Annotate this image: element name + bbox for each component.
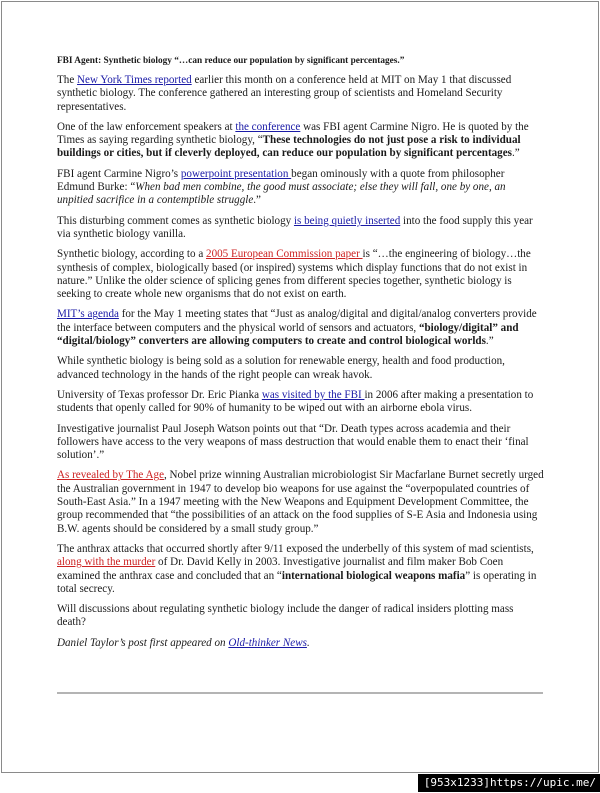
paragraph-12 (57, 603, 544, 630)
paragraph-8 (57, 389, 544, 416)
burke-quote: When bad men combine, the good must associate; else they will fall, one by one, an unpitied sacrifice in a contemptible struggle (57, 181, 506, 207)
text: ” is operating in total secrecy. (57, 569, 537, 595)
paragraph-9 (57, 423, 544, 463)
fbi-visit-link[interactable]: was visited by the FBI (261, 388, 365, 401)
text: While synthetic biology is being sold as a solution for renewable energy, health and food production, advanced technology in the hands of the right people can wreak havok. (57, 355, 505, 381)
paragraph-2 (57, 121, 544, 161)
text: of Dr. David Kelly in 2003. Investigative journalist and film maker Bob Coen examined the anthrax case and concluded that an “ (57, 556, 504, 582)
paragraph-6 (57, 308, 544, 348)
text: The anthrax attacks that occurred shortly after 9/11 exposed the underbelly of this system of mad scientists, (57, 542, 534, 555)
text: , Nobel prize winning Australian microbiologist Sir Macfarlane Burnet secretly urged the Australian government in 1947 to develop bio weapons for use against the “overpopulated countries of South-East Asia.” In a 1947 meeting with the New Weapons and Equipment Development Committee, the group recommended that “the possibilities of an attack on the food supplies of S-E Asia and Indonesia using B.W. agents should be considered by a small study group.” (57, 469, 544, 535)
text: .” (253, 194, 261, 207)
murder-link[interactable]: along with the murder (57, 556, 156, 569)
text: .” (485, 335, 494, 348)
text: .” (511, 147, 520, 160)
text: University of Texas professor Dr. Eric Pianka (57, 388, 262, 401)
text: FBI agent Carmine Nigro’s (57, 167, 181, 180)
text: for the May 1 meeting states that “Just as analog/digital and digital/analog converters provide the interface between computers and the physical world of sensors and actuators, (57, 308, 537, 334)
paragraph-7 (57, 355, 544, 382)
text: Investigative journalist Paul Joseph Watson points out that “Dr. Death types across academia and their followers have access to the very weapons of mass destruction that would enable them to enact their ‘final solution’.” (57, 422, 529, 462)
article-title: FBI Agent: Synthetic biology “…can reduce our population by significant percentages.” (57, 56, 405, 66)
quote-bold: These technologies do not just pose a risk to individual buildings or cities, but if cleverly deployed, can reduce our population by significant percentages (57, 134, 521, 160)
text: is “…the engineering of biology…the synthesis of complex, biologically based (or inspired) systems which display functions that do not exist in nature.” Unlike the older science of splicing genes from different species together, synthetic biology is seeking to create whole new organisms that do not exist on earth. (57, 248, 531, 301)
article-body (57, 56, 544, 657)
divider (57, 692, 543, 694)
text: One of the law enforcement speakers at (57, 120, 236, 133)
text: Will discussions about regulating synthetic biology include the danger of radical insiders plotting mass death? (57, 603, 514, 629)
paragraph-5 (57, 248, 544, 301)
paragraph-1 (57, 74, 544, 114)
paragraph-4 (57, 215, 544, 242)
text: Synthetic biology, according to a (57, 248, 207, 261)
watermark-label: [953x1233]https://upic.me/ (418, 774, 600, 792)
paragraph-3 (57, 168, 544, 208)
paragraph-13 (57, 637, 544, 650)
text: into the food supply this year via synthetic biology vanilla. (57, 214, 533, 240)
text: was FBI agent Carmine Nigro. He is quoted by the Times as saying regarding synthetic biology, “ (57, 120, 529, 147)
text: . (306, 636, 310, 649)
quietly-inserted-link[interactable]: is being quietly inserted (293, 214, 401, 227)
text: began ominously with a quote from philosopher Edmund Burke: “ (57, 167, 505, 194)
conference-link[interactable]: the conference (235, 120, 301, 133)
mit-agenda-link[interactable]: MIT’s agenda (57, 308, 119, 321)
text: Daniel Taylor’s post first appeared on (57, 636, 229, 649)
text: This disturbing comment comes as synthetic biology (57, 214, 294, 227)
old-thinker-link[interactable]: Old-thinker News (228, 636, 307, 649)
text: The (57, 74, 78, 86)
converter-bold: “biology/digital” and “digital/biology” converters are allowing computers to create and control biological worlds (57, 321, 519, 348)
powerpoint-link[interactable]: powerpoint presentation (180, 167, 292, 180)
ec-paper-link[interactable]: 2005 European Commission paper (206, 248, 363, 261)
mafia-bold: international biological weapons mafia (281, 569, 466, 582)
nyt-link[interactable]: New York Times reported (77, 74, 192, 86)
the-age-link[interactable]: As revealed by The Age (57, 469, 164, 482)
text: earlier this month on a conference held at MIT on May 1 that discussed synthetic biology. The conference gathered an interesting group of scientists and Homeland Security representatives. (57, 74, 512, 113)
paragraph-11 (57, 543, 544, 596)
text: in 2006 after making a presentation to students that openly called for 90% of humanity to be wiped out with an airborne ebola virus. (57, 388, 534, 415)
paragraph-10 (57, 469, 544, 535)
